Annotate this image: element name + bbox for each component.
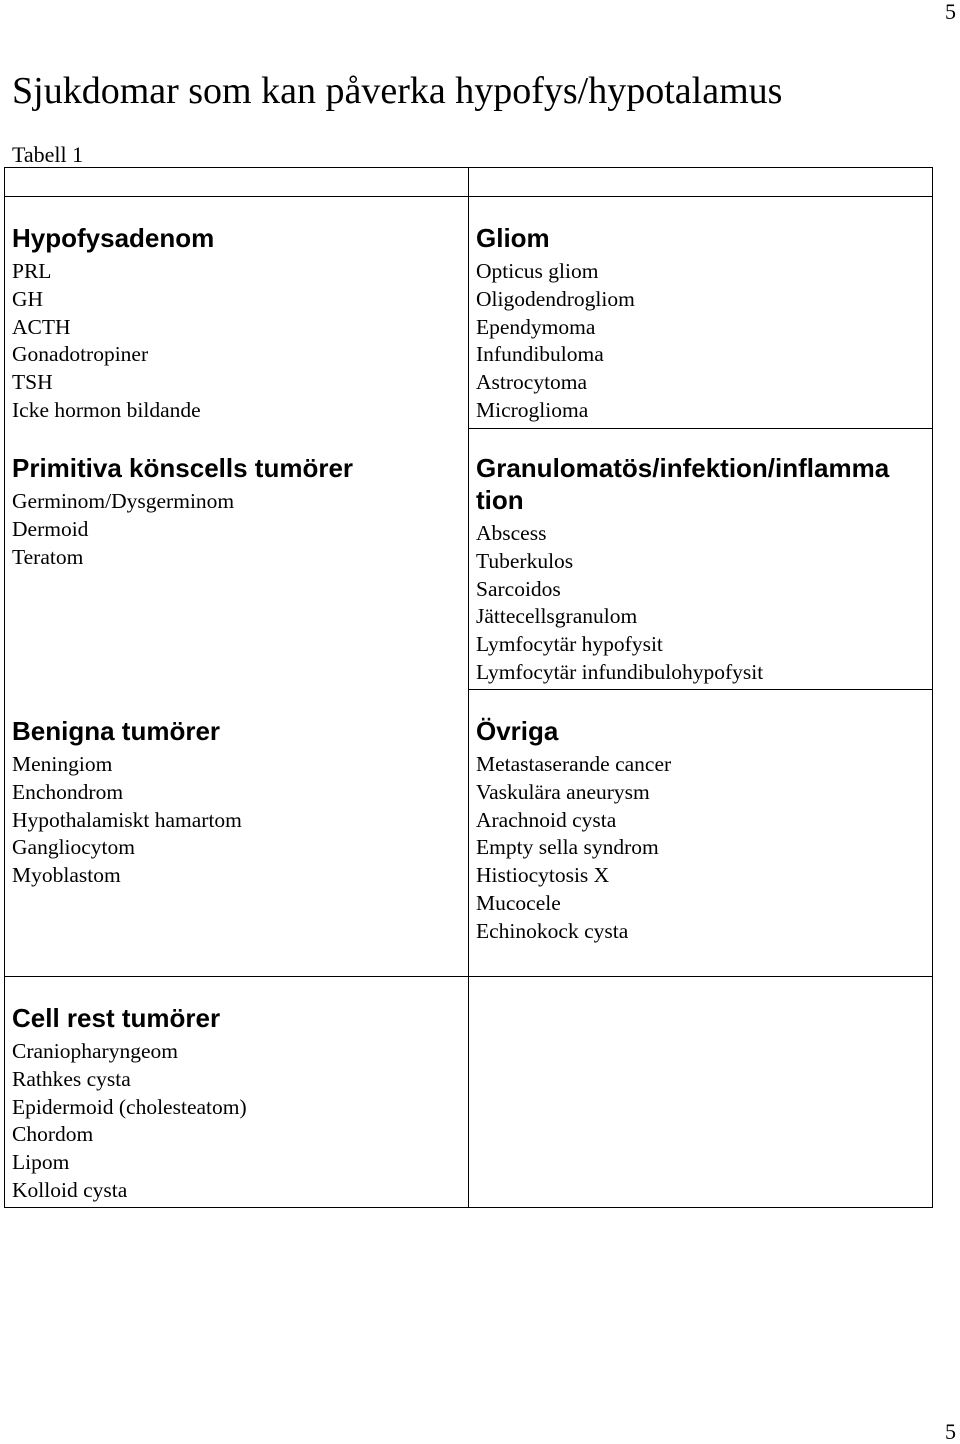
- table-column-divider: [468, 167, 469, 1208]
- list-item: Astrocytoma: [476, 370, 588, 395]
- list-item: Empty sella syndrom: [476, 835, 659, 860]
- group-gliom: [476, 222, 635, 425]
- list-item: Tuberkulos: [476, 548, 574, 573]
- list-item: Infundibuloma: [476, 342, 604, 367]
- list-item: Mucocele: [476, 890, 561, 915]
- table-caption: Tabell 1: [12, 142, 84, 167]
- list-item: Microglioma: [476, 397, 589, 422]
- list-item: Abscess: [476, 521, 547, 545]
- list-item: Sarcoidos: [476, 576, 561, 601]
- list-item: Histiocytosis X: [476, 863, 610, 888]
- list-item: Gangliocytom: [12, 835, 136, 860]
- list-item: Lymfocytär hypofysit: [476, 632, 663, 657]
- list-item: Rathkes cysta: [12, 1066, 131, 1091]
- list-item: Opticus gliom: [476, 259, 599, 283]
- list-item: Meningiom: [12, 752, 113, 776]
- list-item: Gonadotropiner: [12, 342, 149, 367]
- group-granulomatos: [476, 452, 889, 687]
- list-item: Jättecellsgranulom: [476, 604, 638, 629]
- list-item: GH: [12, 286, 44, 311]
- list-item: Myoblastom: [12, 863, 121, 888]
- group-cell-rest-tumorer: [12, 1002, 247, 1205]
- page-title: Sjukdomar som kan påverka hypofys/hypotalamus: [12, 70, 783, 112]
- group-heading: [476, 452, 889, 516]
- right-granulom-divider: [468, 689, 933, 690]
- list-item: Arachnoid cysta: [476, 807, 617, 832]
- list-item: ACTH: [12, 314, 71, 339]
- list-item: Germinom/Dysgerminom: [12, 489, 235, 513]
- group-heading-line2: tion: [476, 485, 524, 515]
- list-item: Lipom: [12, 1150, 70, 1175]
- group-heading: Cell rest tumörer: [12, 1003, 221, 1033]
- list-item: Kolloid cysta: [12, 1177, 128, 1202]
- group-heading: Benigna tumörer: [12, 716, 221, 746]
- disease-table: [4, 167, 933, 1208]
- group-primitiva-konscells-tumorer: [12, 452, 353, 571]
- right-gliom-divider: [468, 428, 933, 429]
- group-benigna-tumorer: [12, 715, 242, 890]
- list-item: Lymfocytär infundibulohypofysit: [476, 659, 764, 684]
- list-item: Craniopharyngeom: [12, 1039, 178, 1063]
- group-heading: Primitiva könscells tumörer: [12, 453, 354, 483]
- list-item: Ependymoma: [476, 314, 596, 339]
- list-item: Enchondrom: [12, 779, 124, 804]
- list-item: Metastaserande cancer: [476, 752, 672, 776]
- list-item: Echinokock cysta: [476, 918, 629, 943]
- list-item: PRL: [12, 259, 52, 283]
- list-item: Oligodendrogliom: [476, 286, 635, 311]
- list-item: Hypothalamiskt hamartom: [12, 807, 242, 832]
- page-number-bottom: 5: [945, 1419, 956, 1444]
- group-heading: Gliom: [476, 223, 550, 253]
- table-border-left: [4, 167, 5, 1208]
- group-heading: Övriga: [476, 716, 559, 746]
- page-number-top: 5: [945, 0, 956, 24]
- list-item: TSH: [12, 370, 53, 395]
- list-item: Teratom: [12, 544, 84, 569]
- list-item: Epidermoid (cholesteatom): [12, 1094, 247, 1119]
- group-heading-line1: Granulomatös/infektion/inflamma: [476, 453, 890, 483]
- group-ovriga: [476, 715, 671, 946]
- list-item: Icke hormon bildande: [12, 397, 201, 422]
- table-border-right: [932, 167, 933, 1208]
- list-item: Chordom: [12, 1122, 94, 1147]
- group-heading: Hypofysadenom: [12, 223, 215, 253]
- list-item: Dermoid: [12, 516, 89, 541]
- group-hypofysadenom: [12, 222, 214, 425]
- list-item: Vaskulära aneurysm: [476, 779, 650, 804]
